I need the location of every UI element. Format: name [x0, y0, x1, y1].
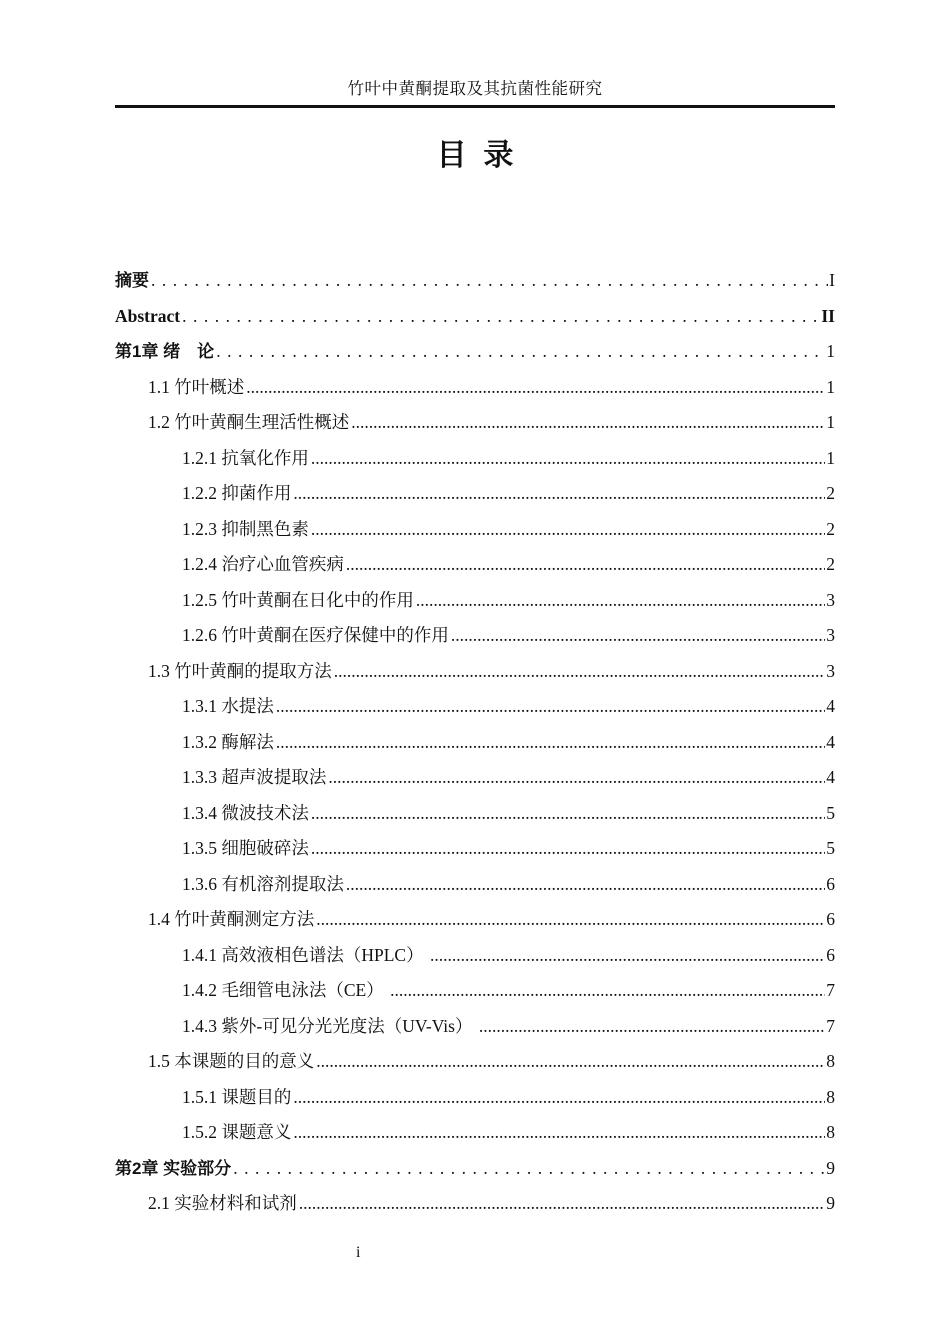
- toc-leader-dots: [276, 725, 825, 761]
- toc-leader-dots: [299, 1186, 826, 1222]
- toc-entry: [115, 618, 835, 654]
- toc-entry: [115, 512, 835, 548]
- toc-leader-dots: [276, 689, 825, 725]
- toc-entry: [115, 760, 835, 796]
- header-divider-rule: [115, 105, 835, 108]
- toc-entry: [115, 831, 835, 867]
- toc-entry-label: 1.4 竹叶黄酮测定方法: [148, 909, 315, 929]
- toc-page-number: 3: [826, 589, 835, 610]
- toc-entry: [115, 654, 835, 690]
- toc-entry-label: 1.5 本课题的目的意义: [148, 1051, 315, 1071]
- toc-page-number: 4: [826, 696, 835, 716]
- toc-entry-label: 1.3 竹叶黄酮的提取方法: [148, 660, 332, 681]
- toc-entry-label: 1.2.6 竹叶黄酮在医疗保健中的作用: [182, 625, 449, 645]
- toc-leader-dots: [351, 405, 825, 441]
- toc-entry-label: 摘要: [115, 271, 149, 290]
- toc-entry: [115, 1080, 835, 1116]
- toc-entry-label: 1.3.5 细胞破碎法: [182, 838, 309, 858]
- toc-entry: [115, 1044, 835, 1080]
- toc-leader-dots: [390, 973, 825, 1009]
- toc-page-number: 5: [826, 802, 835, 823]
- toc-page-number: II: [821, 305, 835, 326]
- toc-list: [115, 263, 835, 1222]
- toc-entry-label: 2.1 实验材料和试剂: [148, 1193, 297, 1213]
- toc-entry: [115, 1009, 835, 1045]
- toc-page-number: 8: [826, 1086, 835, 1107]
- page-title: 目 录: [436, 139, 514, 172]
- toc-page-number: 2: [826, 518, 835, 539]
- toc-page-number: 2: [826, 483, 835, 503]
- toc-entry: [115, 938, 835, 974]
- toc-entry-label: Abstract: [115, 305, 181, 326]
- toc-page-number: 1: [826, 412, 835, 432]
- toc-page-number: 3: [826, 660, 835, 681]
- toc-leader-dots: [328, 760, 825, 796]
- toc-leader-dots: [151, 263, 828, 299]
- toc-leader-dots: [316, 1044, 825, 1080]
- toc-leader-dots: [311, 796, 825, 832]
- toc-entry: [115, 583, 835, 619]
- running-header: 竹叶中黄酮提取及其抗菌性能研究: [347, 79, 603, 98]
- toc-leader-dots: [182, 299, 820, 335]
- toc-entry: [115, 441, 835, 477]
- toc-entry: [115, 299, 835, 335]
- toc-entry-label: 1.5.1 课题目的: [182, 1086, 292, 1107]
- toc-entry-label: 第1章 绪 论: [115, 342, 215, 361]
- toc-entry: [115, 476, 835, 512]
- toc-leader-dots: [451, 618, 825, 654]
- toc-page-number: 9: [826, 1157, 835, 1178]
- toc-page-number: 2: [826, 554, 835, 574]
- toc-leader-dots: [311, 441, 825, 477]
- toc-entry: [115, 1151, 835, 1187]
- toc-entry: [115, 867, 835, 903]
- toc-entry-label: 1.3.4 微波技术法: [182, 802, 309, 823]
- toc-entry: [115, 547, 835, 583]
- toc-entry: [115, 405, 835, 441]
- toc-entry: [115, 689, 835, 725]
- toc-page-number: 9: [826, 1193, 835, 1213]
- toc-page-number: 4: [826, 767, 835, 787]
- toc-leader-dots: [311, 512, 825, 548]
- toc-entry-label: 1.2.4 治疗心血管疾病: [182, 554, 344, 574]
- toc-entry-label: 1.2.5 竹叶黄酮在日化中的作用: [182, 589, 414, 610]
- footer-page-number: i: [356, 1244, 361, 1261]
- toc-entry-label: 1.2 竹叶黄酮生理活性概述: [148, 412, 350, 432]
- toc-leader-dots: [233, 1151, 825, 1187]
- toc-page-number: 4: [826, 731, 835, 752]
- toc-page-number: 1: [826, 447, 835, 468]
- toc-entry: [115, 973, 835, 1009]
- toc-leader-dots: [334, 654, 826, 690]
- toc-entry: [115, 263, 835, 299]
- toc-page-number: 3: [826, 625, 835, 645]
- toc-page-number: 8: [826, 1051, 835, 1071]
- toc-page-number: 6: [826, 873, 835, 894]
- toc-entry: [115, 796, 835, 832]
- toc-entry-label: 1.2.3 抑制黑色素: [182, 518, 309, 539]
- toc-entry: [115, 370, 835, 406]
- toc-page-number: 6: [826, 909, 835, 929]
- toc-entry-label: 1.2.1 抗氧化作用: [182, 447, 309, 468]
- toc-entry-label: 1.3.1 水提法: [182, 696, 274, 716]
- toc-page-number: 7: [826, 1015, 835, 1036]
- toc-entry-label: 1.4.2 毛细管电泳法（CE）: [182, 980, 389, 1000]
- toc-page-number: I: [829, 270, 835, 290]
- toc-page-number: 6: [826, 944, 835, 965]
- toc-entry: [115, 1186, 835, 1222]
- toc-entry: [115, 334, 835, 370]
- toc-page-number: 8: [826, 1122, 835, 1142]
- toc-leader-dots: [216, 334, 825, 370]
- toc-leader-dots: [416, 583, 825, 619]
- toc-entry-label: 1.4.1 高效液相色谱法（HPLC）: [182, 944, 428, 965]
- toc-entry: [115, 1115, 835, 1151]
- toc-entry-label: 1.1 竹叶概述: [148, 376, 245, 397]
- toc-page-number: 1: [826, 376, 835, 397]
- toc-leader-dots: [246, 370, 825, 406]
- toc-entry-label: 1.3.3 超声波提取法: [182, 767, 327, 787]
- toc-entry-label: 第2章 实验部分: [115, 1158, 232, 1178]
- toc-entry-label: 1.2.2 抑菌作用: [182, 483, 292, 503]
- toc-leader-dots: [316, 902, 825, 938]
- toc-leader-dots: [430, 938, 825, 974]
- toc-entry: [115, 725, 835, 761]
- toc-entry-label: 1.5.2 课题意义: [182, 1122, 292, 1142]
- toc-page-number: 7: [826, 980, 835, 1000]
- toc-entry-label: 1.3.6 有机溶剂提取法: [182, 873, 344, 894]
- toc-page-number: 5: [826, 838, 835, 858]
- toc-entry-label: 1.4.3 紫外-可见分光光度法（UV-Vis）: [182, 1015, 477, 1036]
- toc-leader-dots: [293, 1080, 825, 1116]
- toc-leader-dots: [293, 1115, 825, 1151]
- toc-entry-label: 1.3.2 酶解法: [182, 731, 274, 752]
- toc-page-number: 1: [826, 341, 835, 361]
- toc-entry: [115, 902, 835, 938]
- toc-leader-dots: [311, 831, 825, 867]
- toc-leader-dots: [346, 547, 825, 583]
- toc-leader-dots: [293, 476, 825, 512]
- toc-leader-dots: [346, 867, 825, 903]
- toc-leader-dots: [479, 1009, 825, 1045]
